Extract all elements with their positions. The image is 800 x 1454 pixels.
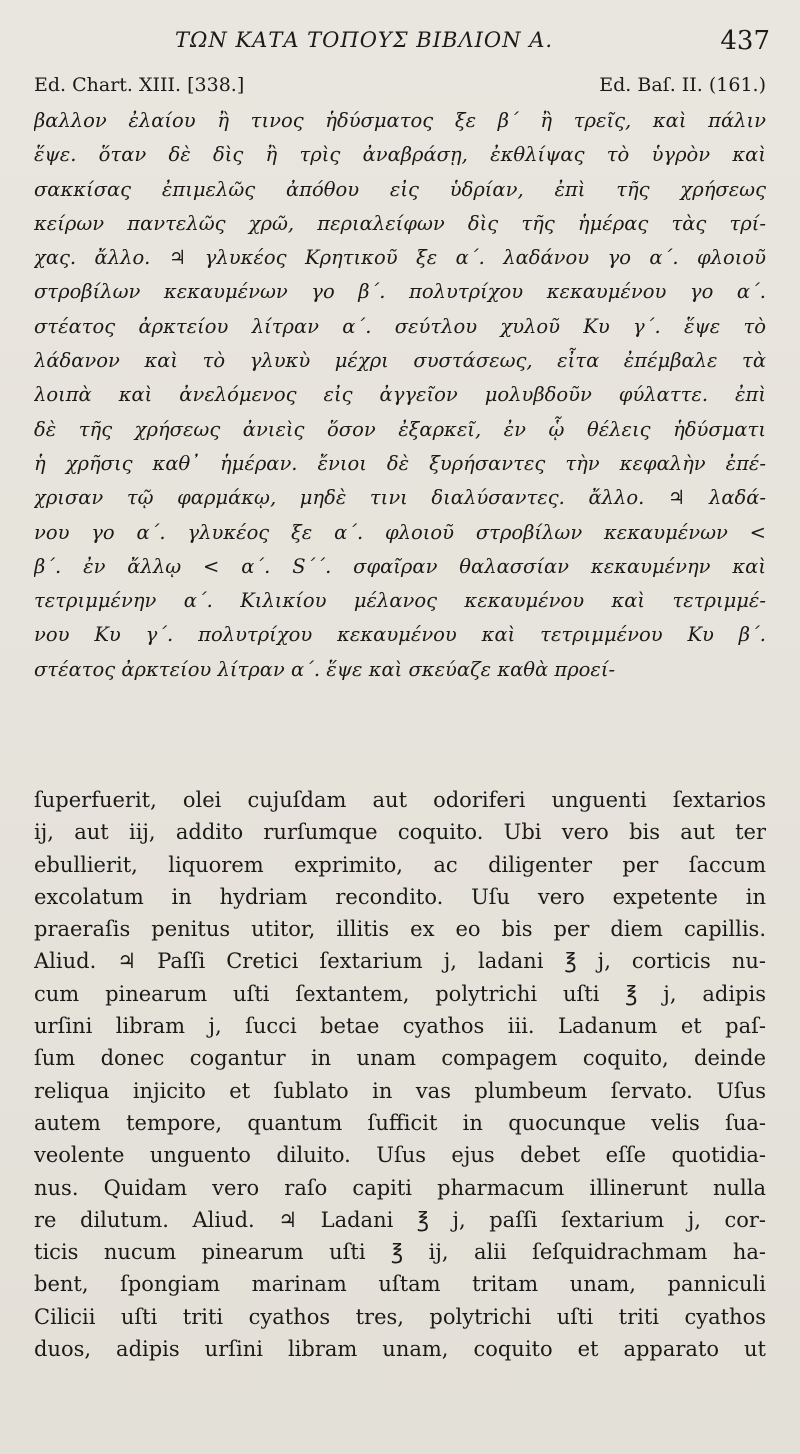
- greek-text-line: ἕψε. ὅταν δὲ δὶς ἢ τρὶς ἀναβράσῃ, ἐκθλίψας τὸ ὑγρὸν καὶ: [34, 143, 766, 167]
- greek-text-line: δὲ τῆς χρήσεως ἀνιεὶς ὅσον ἐξαρκεῖ, ἐν ᾧ θέλεις ἡδύσματι: [34, 417, 766, 441]
- latin-text-line: reliqua injicito et ſublato in vas plumbeum ſervato. Uſus: [34, 1078, 766, 1103]
- latin-text-line: ebullierit, liquorem exprimito, ac diligenter per ſaccum: [34, 852, 766, 877]
- latin-text-line: ſuperfuerit, olei cujuſdam aut odoriferi unguenti ſextarios: [34, 788, 766, 812]
- greek-text-line: τετριμμένην α΄. Κιλικίου μέλανος κεκαυμένου καὶ τετριμμέ-: [34, 589, 766, 613]
- latin-text-line: excolatum in hydriam recondito. Uſu vero expetente in: [34, 884, 766, 909]
- latin-text-line: veolente unguento diluito. Uſus ejus debet eſſe quotidia-: [34, 1143, 766, 1168]
- latin-text-line: ſum donec cogantur in unam compagem coquito, deinde: [34, 1046, 766, 1071]
- greek-text-line: στροβίλων κεκαυμένων γο β΄. πολυτρίχου κεκαυμένου γο α΄.: [34, 280, 766, 304]
- latin-text-line: bent, ſpongiam marinam uſtam tritam unam, panniculi: [34, 1272, 766, 1297]
- greek-text-line: χας. ἄλλο. ♃ γλυκέος Κρητικοῦ ξε α΄. λαδάνου γο α΄. φλοιοῦ: [34, 246, 766, 270]
- latin-text-line: autem tempore, quantum ſufficit in quocunque velis ſua-: [34, 1110, 766, 1135]
- page-number: 437: [720, 26, 770, 56]
- latin-text-line: ticis nucum pinearum uſti ℥ ij, alii ſeſquidrachmam ha-: [34, 1240, 766, 1265]
- greek-text-line: βαλλον ἐλαίου ἢ τινος ἡδύσματος ξε β΄ ἢ τρεῖς, καὶ πάλιν: [34, 109, 766, 132]
- latin-text-line: duos, adipis urſini libram unam, coquito et apparato ut: [34, 1337, 766, 1362]
- greek-text-block: [34, 104, 766, 687]
- latin-text-line: Aliud. ♃ Paſſi Cretici ſextarium j, ladani ℥ j, corticis nu-: [34, 949, 766, 974]
- book-title: ΤΩΝ ΚΑΤΑ ΤΟΠΟΥΣ ΒΙΒΛΙΟΝ Α.: [175, 28, 554, 52]
- latin-text-line: re dilutum. Aliud. ♃ Ladani ℥ j, paſſi ſextarium j, cor-: [34, 1207, 766, 1232]
- latin-text-line: urſini libram j, ſucci betae cyathos iii. Ladanum et paſ-: [34, 1014, 766, 1039]
- latin-text-line: praeraſis penitus utitor, illitis ex eo bis per diem capillis.: [34, 917, 766, 942]
- greek-text-line: σακκίσας ἐπιμελῶς ἀπόθου εἰς ὑδρίαν, ἐπὶ τῆς χρήσεως: [34, 177, 766, 201]
- greek-text-line: στέατος ἀρκτείου λίτραν α΄. ἕψε καὶ σκεύαζε καθὰ προεί-: [34, 657, 616, 681]
- edition-references: [34, 74, 766, 104]
- greek-text-line: χρισαν τῷ φαρμάκῳ, μηδὲ τινι διαλύσαντες. ἄλλο. ♃ λαδά-: [34, 486, 766, 510]
- latin-text-block: [34, 784, 766, 1365]
- edition-basel: Ed. Baſ. II. (161.): [599, 74, 766, 96]
- greek-text-line: λοιπὰ καὶ ἀνελόμενος εἰς ἀγγεῖον μολυβδοῦν φύλαττε. ἐπὶ: [34, 383, 766, 407]
- greek-text-line: κείρων παντελῶς χρῶ, περιαλείφων δὶς τῆς ἡμέρας τὰς τρί-: [34, 211, 766, 235]
- greek-text-line: β΄. ἐν ἄλλῳ < α΄. S΄΄. σφαῖραν θαλασσίαν κεκαυμένην καὶ: [34, 554, 766, 578]
- greek-text-line: ἡ χρῆσις καθ᾽ ἡμέραν. ἔνιοι δὲ ξυρήσαντες τὴν κεφαλὴν ἐπέ-: [34, 451, 766, 475]
- latin-text-line: nus. Quidam vero raſo capiti pharmacum illinerunt nulla: [34, 1175, 766, 1200]
- running-head: [0, 22, 800, 62]
- latin-text-line: ij, aut iij, addito rurſumque coquito. Ubi vero bis aut ter: [34, 820, 766, 845]
- greek-text-line: λάδανον καὶ τὸ γλυκὺ μέχρι συστάσεως, εἶτα ἐπέμβαλε τὰ: [34, 349, 766, 373]
- greek-text-line: στέατος ἀρκτείου λίτραν α΄. σεύτλου χυλοῦ Κυ γ΄. ἕψε τὸ: [34, 314, 766, 338]
- latin-text-line: Cilicii uſti triti cyathos tres, polytrichi uſti triti cyathos: [34, 1304, 766, 1329]
- greek-text-line: νου γο α΄. γλυκέος ξε α΄. φλοιοῦ στροβίλων κεκαυμένων <: [34, 520, 766, 544]
- edition-chartier: Ed. Chart. XIII. [338.]: [34, 74, 245, 96]
- latin-text-line: cum pinearum uſti ſextantem, polytrichi uſti ℥ j, adipis: [34, 981, 766, 1006]
- greek-text-line: νου Κυ γ΄. πολυτρίχου κεκαυμένου καὶ τετριμμένου Κυ β΄.: [34, 623, 766, 647]
